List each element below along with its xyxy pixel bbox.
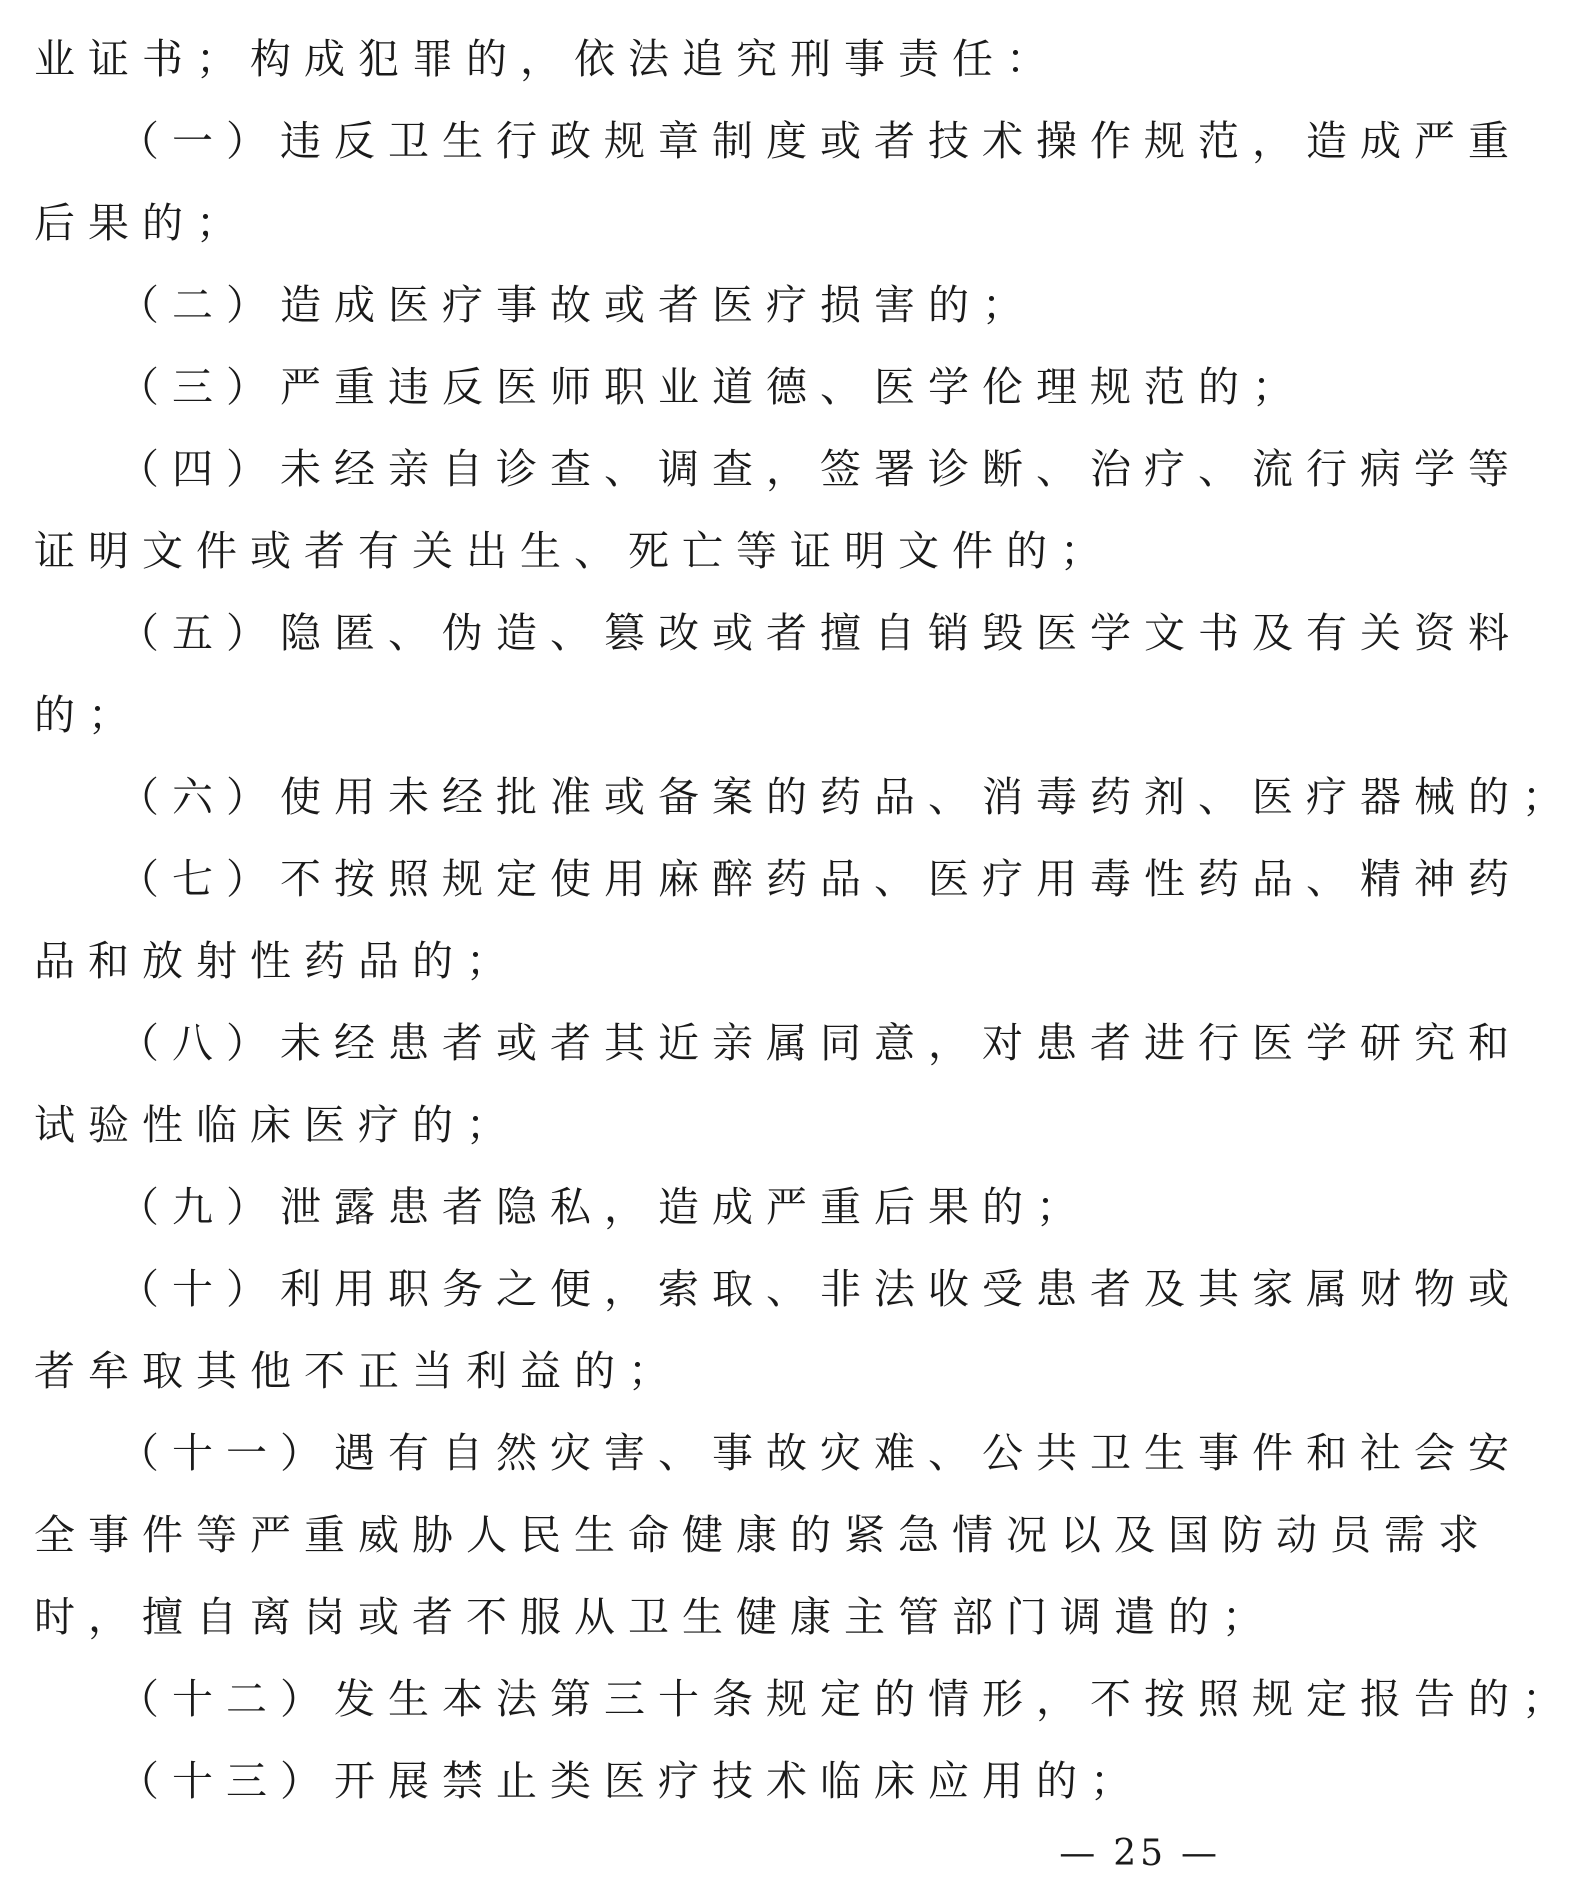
page-number-dash-left: — — [1059, 1833, 1100, 1874]
text-line: 品和放射性药品的； — [34, 937, 520, 985]
text-line: 业证书；构成犯罪的，依法追究刑事责任： — [34, 35, 1060, 83]
text-line: 时，擅自离岗或者不服从卫生健康主管部门调遣的； — [34, 1593, 1276, 1641]
text-line: （二）造成医疗事故或者医疗损害的； — [118, 281, 1036, 329]
text-line: （五）隐匿、伪造、篡改或者擅自销毁医学文书及有关资料 — [118, 609, 1522, 657]
text-line: （一）违反卫生行政规章制度或者技术操作规范，造成严重 — [118, 117, 1522, 165]
text-line: 者牟取其他不正当利益的； — [34, 1347, 682, 1395]
text-line: 后果的； — [34, 199, 250, 247]
text-line: （十一）遇有自然灾害、事故灾难、公共卫生事件和社会安 — [118, 1429, 1522, 1477]
text-line: （四）未经亲自诊查、调查，签署诊断、治疗、流行病学等 — [118, 445, 1522, 493]
text-line: （八）未经患者或者其近亲属同意，对患者进行医学研究和 — [118, 1019, 1522, 1067]
text-line: （十二）发生本法第三十条规定的情形，不按照规定报告的； — [118, 1675, 1576, 1723]
text-line: 全事件等严重威胁人民生命健康的紧急情况以及国防动员需求 — [34, 1511, 1492, 1559]
text-line: 试验性临床医疗的； — [34, 1101, 520, 1149]
text-line: （六）使用未经批准或备案的药品、消毒药剂、医疗器械的； — [118, 773, 1576, 821]
page-number-value: 25 — [1113, 1833, 1167, 1874]
text-line: （十三）开展禁止类医疗技术临床应用的； — [118, 1757, 1144, 1805]
text-line: （九）泄露患者隐私，造成严重后果的； — [118, 1183, 1090, 1231]
page-number-dash-right: — — [1181, 1833, 1221, 1874]
text-line: （十）利用职务之便，索取、非法收受患者及其家属财物或 — [118, 1265, 1522, 1313]
text-line: 证明文件或者有关出生、死亡等证明文件的； — [34, 527, 1114, 575]
text-line: （三）严重违反医师职业道德、医学伦理规范的； — [118, 363, 1306, 411]
text-line: （七）不按照规定使用麻醉药品、医疗用毒性药品、精神药 — [118, 855, 1522, 903]
document-body — [34, 18, 1576, 1822]
page-number — [1045, 1833, 1235, 1874]
text-line: 的； — [34, 691, 142, 739]
